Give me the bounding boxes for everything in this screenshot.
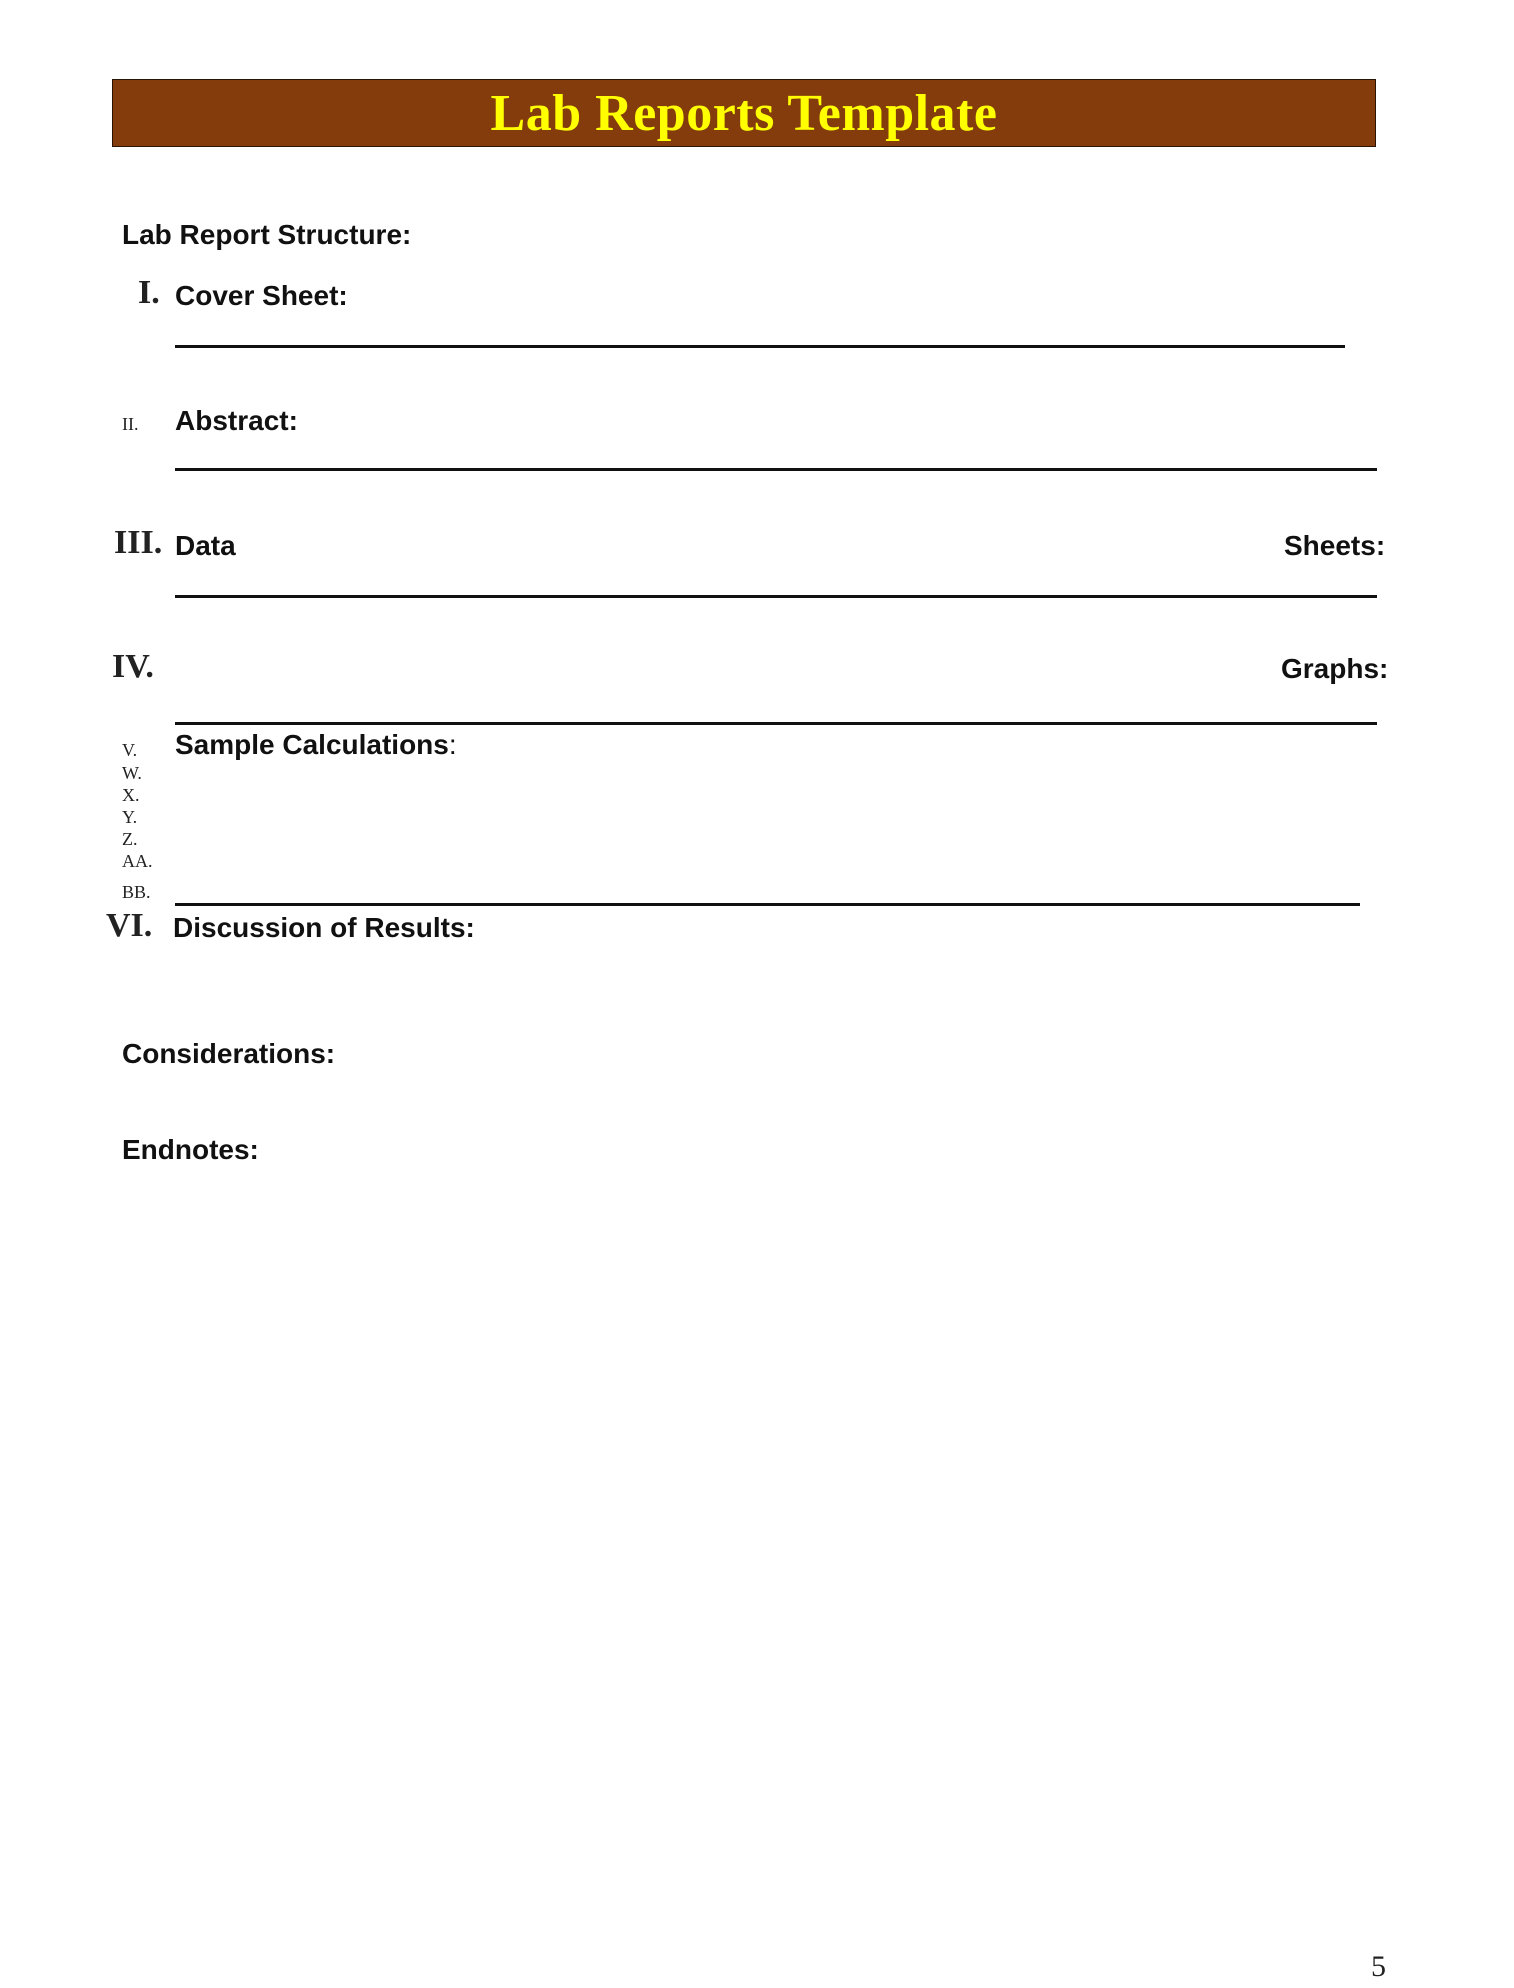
considerations-heading: Considerations: <box>122 1038 336 1069</box>
calc-numeral-y: Y. <box>122 807 138 827</box>
endnotes-heading: Endnotes: <box>122 1134 259 1165</box>
section-label-calculations <box>175 729 457 761</box>
calculations-colon: : <box>448 729 457 760</box>
title-banner <box>112 79 1376 147</box>
section-label-data: Data <box>175 530 236 561</box>
calc-numeral-x: X. <box>122 785 140 805</box>
section-numeral-cover: I. <box>138 274 160 311</box>
section-numeral-data: III. <box>114 524 163 561</box>
cover-rule <box>175 345 1345 348</box>
page-title: Lab Reports Template <box>490 84 998 142</box>
section-label-cover: Cover Sheet: <box>175 280 348 311</box>
calc-numeral-z: Z. <box>122 829 138 849</box>
graphs-rule <box>175 722 1377 725</box>
structure-heading: Lab Report Structure: <box>122 219 412 250</box>
section-numeral-graphs: IV. <box>112 648 154 685</box>
calc-numeral-w: W. <box>122 763 142 783</box>
section-label-abstract: Abstract: <box>175 405 298 436</box>
data-rule <box>175 595 1377 598</box>
calculations-rule <box>175 903 1360 906</box>
calculations-label-text: Sample Calculations <box>175 729 449 760</box>
section-label-discussion: Discussion of Results: <box>173 912 475 943</box>
section-label-sheets: Sheets: <box>1284 530 1386 561</box>
calc-numeral-aa: AA. <box>122 851 153 871</box>
calc-numeral-bb: BB. <box>122 882 151 902</box>
page-number: 5 <box>1371 1950 1386 1983</box>
section-numeral-abstract: II. <box>122 414 139 434</box>
section-label-graphs: Graphs: <box>1281 653 1389 684</box>
calc-numeral-v: V. <box>122 740 138 760</box>
abstract-rule <box>175 468 1377 471</box>
section-numeral-discussion: VI. <box>106 907 153 944</box>
